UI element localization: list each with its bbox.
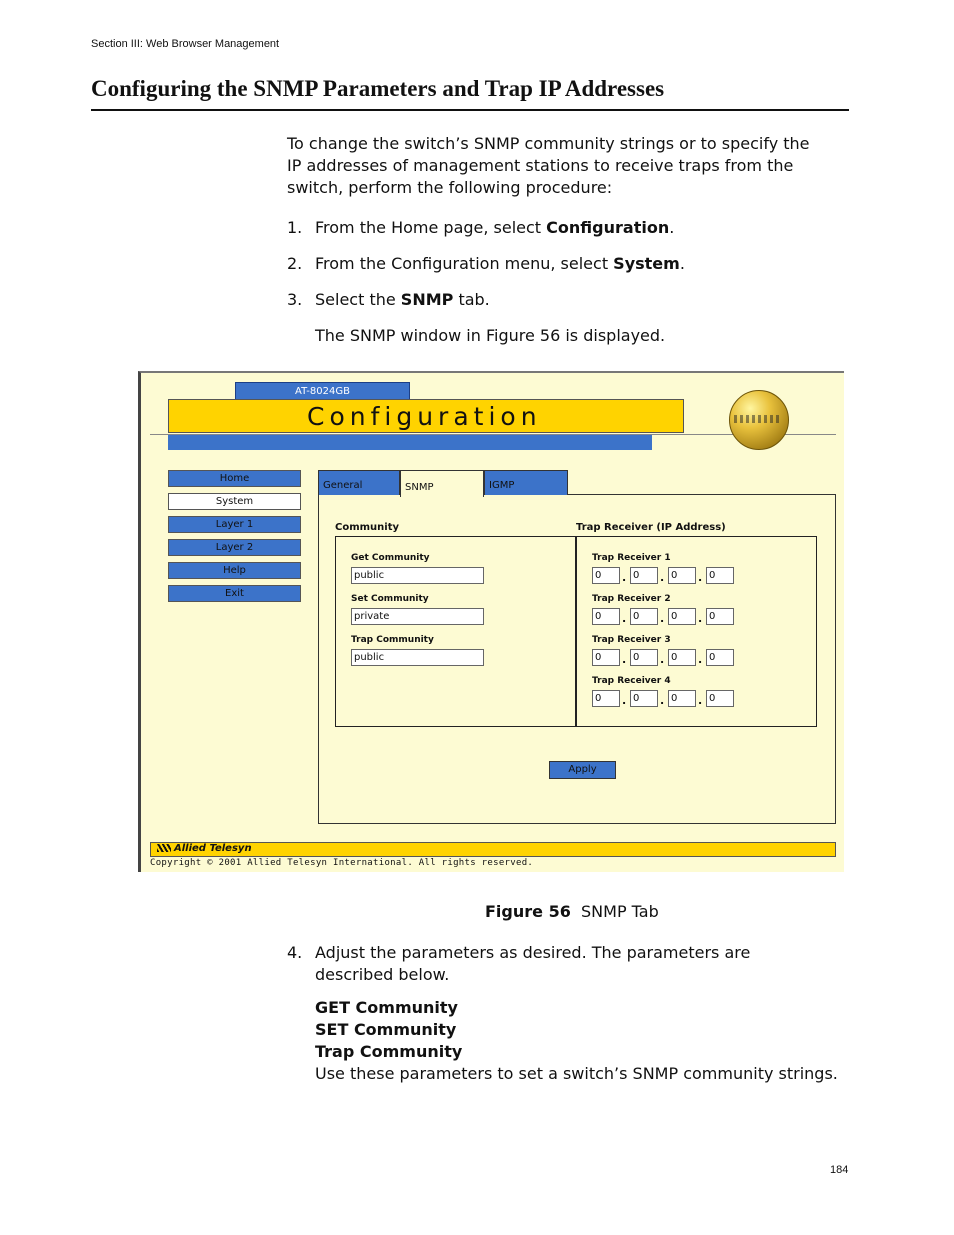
step-number: 1. [287, 218, 303, 237]
nav-system-button[interactable]: System [168, 493, 301, 510]
section-header: Section III: Web Browser Management [91, 38, 280, 50]
trap4-octet-1[interactable]: 0 [592, 690, 620, 707]
dot-separator: . [660, 694, 665, 707]
trap-receiver-2-label: Trap Receiver 2 [592, 594, 671, 604]
title-rule [91, 109, 849, 111]
trap-heading: Trap Receiver (IP Address) [576, 522, 726, 533]
step-bold: System [613, 254, 680, 273]
step-bold: SNMP [400, 290, 454, 309]
footer-bar [150, 842, 836, 857]
dot-separator: . [660, 653, 665, 666]
trap3-octet-2[interactable]: 0 [630, 649, 658, 666]
dot-separator: . [698, 653, 703, 666]
step-3 [287, 289, 827, 311]
step-text: Select the [315, 290, 401, 309]
dot-separator: . [622, 571, 627, 584]
step-number: 4. [287, 943, 303, 962]
nav-layer1-button[interactable]: Layer 1 [168, 516, 301, 533]
step-text: From the Configuration menu, select [315, 254, 614, 273]
trap3-octet-1[interactable]: 0 [592, 649, 620, 666]
nav-home-button[interactable]: Home [168, 470, 301, 487]
brand-name: Allied Telesyn [174, 843, 252, 854]
trap4-octet-4[interactable]: 0 [706, 690, 734, 707]
community-box [335, 536, 576, 727]
nav-help-button[interactable]: Help [168, 562, 301, 579]
globe-pattern [734, 415, 782, 423]
parameter-list [315, 997, 838, 1085]
banner-strip [168, 435, 652, 450]
trap1-octet-2[interactable]: 0 [630, 567, 658, 584]
apply-button[interactable]: Apply [549, 761, 616, 779]
trap1-octet-3[interactable]: 0 [668, 567, 696, 584]
trap-community-label: Trap Community [351, 635, 434, 645]
step-text-end: . [669, 218, 675, 237]
figure-title: SNMP Tab [581, 902, 659, 921]
param-description: Use these parameters to set a switch’s SNMP community strings. [315, 1064, 838, 1083]
trap-receiver-3-label: Trap Receiver 3 [592, 635, 671, 645]
trap2-octet-2[interactable]: 0 [630, 608, 658, 625]
page-title: Configuring the SNMP Parameters and Trap IP Addresses [91, 76, 665, 101]
dot-separator: . [660, 612, 665, 625]
set-community-label: Set Community [351, 594, 429, 604]
set-community-input[interactable]: private [351, 608, 484, 625]
trap2-octet-4[interactable]: 0 [706, 608, 734, 625]
trap-community-input[interactable]: public [351, 649, 484, 666]
dot-separator: . [622, 694, 627, 707]
tab-snmp[interactable]: SNMP [400, 470, 484, 497]
brand-logo [157, 843, 252, 854]
dot-separator: . [660, 571, 665, 584]
step-text-end: . [679, 254, 685, 273]
brand-logo-icon [157, 844, 171, 852]
trap1-octet-4[interactable]: 0 [706, 567, 734, 584]
copyright-text: Copyright © 2001 Allied Telesyn International. All rights reserved. [150, 858, 534, 868]
community-heading: Community [335, 522, 400, 533]
trap2-octet-1[interactable]: 0 [592, 608, 620, 625]
nav-exit-button[interactable]: Exit [168, 585, 301, 602]
param-name: Trap Community [315, 1042, 463, 1061]
trap1-octet-1[interactable]: 0 [592, 567, 620, 584]
product-tab: AT-8024GB [235, 382, 410, 401]
step-1 [287, 217, 827, 239]
figure-label: Figure 56 [485, 902, 571, 921]
step-2 [287, 253, 827, 275]
snmp-screenshot [138, 371, 844, 872]
tab-general[interactable]: General [318, 470, 400, 495]
dot-separator: . [622, 653, 627, 666]
figure-caption [485, 902, 659, 921]
trap3-octet-3[interactable]: 0 [668, 649, 696, 666]
nav-layer2-button[interactable]: Layer 2 [168, 539, 301, 556]
param-name: SET Community [315, 1020, 457, 1039]
step-number: 3. [287, 290, 303, 309]
step-text: Adjust the parameters as desired. The parameters are described below. [315, 943, 751, 984]
config-banner: Configuration [168, 399, 684, 433]
get-community-input[interactable]: public [351, 567, 484, 584]
trap4-octet-2[interactable]: 0 [630, 690, 658, 707]
dot-separator: . [698, 612, 703, 625]
dot-separator: . [698, 571, 703, 584]
intro-paragraph: To change the switch’s SNMP community strings or to specify the IP addresses of management stations to receive traps from the switch, perform the following procedure: [287, 134, 810, 197]
step-bold: Configuration [546, 218, 670, 237]
trap3-octet-4[interactable]: 0 [706, 649, 734, 666]
step-text: From the Home page, select [315, 218, 547, 237]
get-community-label: Get Community [351, 553, 430, 563]
step-4 [287, 942, 827, 986]
step-text-end: tab. [453, 290, 490, 309]
tab-igmp[interactable]: IGMP [484, 470, 568, 495]
step-note: The SNMP window in Figure 56 is displayed. [315, 326, 666, 345]
param-name: GET Community [315, 998, 458, 1017]
trap4-octet-3[interactable]: 0 [668, 690, 696, 707]
trap2-octet-3[interactable]: 0 [668, 608, 696, 625]
step-number: 2. [287, 254, 303, 273]
dot-separator: . [622, 612, 627, 625]
page-number: 184 [830, 1164, 849, 1176]
trap-receiver-1-label: Trap Receiver 1 [592, 553, 671, 563]
dot-separator: . [698, 694, 703, 707]
trap-receiver-4-label: Trap Receiver 4 [592, 676, 671, 686]
